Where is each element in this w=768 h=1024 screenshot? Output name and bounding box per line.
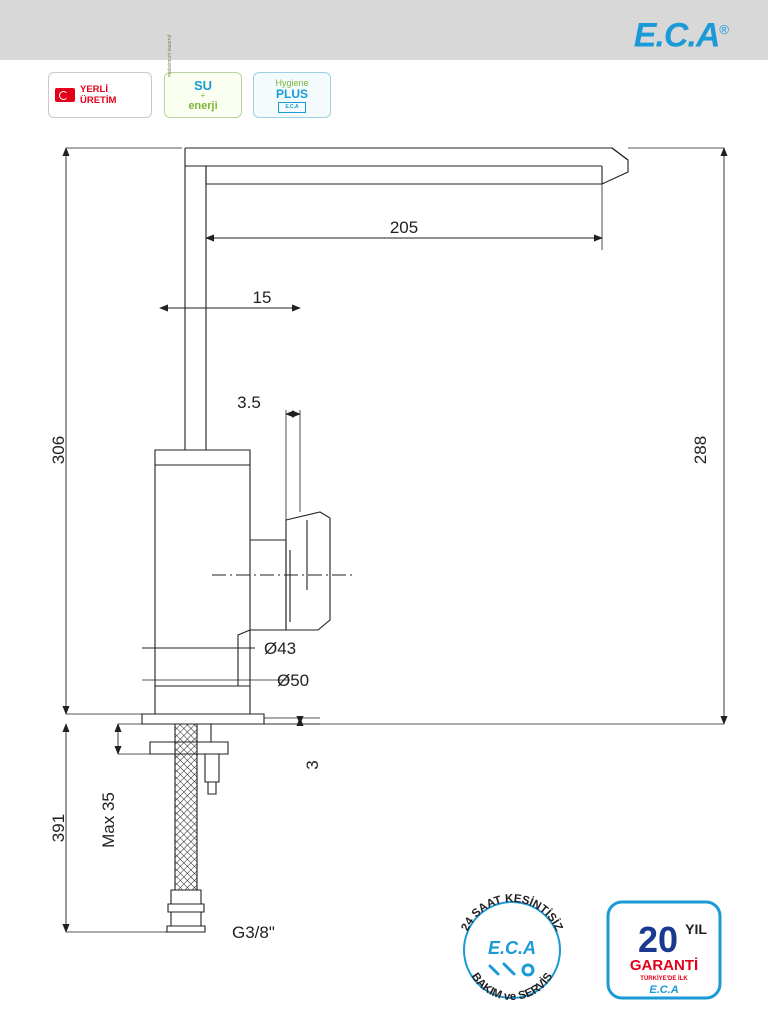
hose-coupling-upper [171, 890, 201, 904]
turkish-flag-icon [55, 88, 75, 102]
badge-yerli-line1: YERLİ [80, 84, 108, 95]
label-g38: G3/8" [232, 923, 275, 942]
label-205: 205 [389, 218, 419, 237]
badge-su-enerji [164, 34, 242, 118]
warranty-brand: E.C.A [649, 984, 679, 996]
label-15: 15 [252, 288, 272, 307]
drawing-svg [0, 120, 768, 950]
label-288: 288 [691, 435, 710, 465]
badge-su-title: SU [193, 78, 213, 93]
service-badge [440, 890, 590, 1010]
label-d50: Ø50 [277, 671, 310, 690]
badge-hygiene-title: Hygiene [275, 78, 309, 88]
certification-badges [48, 34, 378, 122]
badge-yerli-text [80, 84, 116, 106]
thread-end [167, 926, 205, 932]
label-d43: Ø43 [264, 639, 297, 658]
dimension-labels [49, 218, 710, 942]
warranty-sub: TÜRKİYE'DE İLK [640, 976, 688, 982]
body-neck-left [238, 630, 250, 686]
hose-coupling-mid [168, 904, 204, 912]
spout-tip-chamfer [612, 148, 628, 160]
mounting-stud [208, 782, 216, 794]
eca-logo-text: E.C.A [633, 16, 720, 55]
warranty-number: 20 [637, 919, 679, 960]
dimension-arrows [66, 148, 724, 932]
base-block [155, 686, 250, 714]
extension-lines [66, 148, 724, 932]
technical-drawing [0, 120, 768, 950]
badge-hygiene-brand: E.C.A [278, 102, 306, 113]
warranty-badge-svg [600, 890, 730, 1010]
body-cylinder [155, 450, 250, 686]
label-306: 306 [49, 435, 68, 465]
service-badge-svg [440, 890, 590, 1010]
mounting-nut [205, 754, 219, 782]
warranty-unit: YIL [685, 921, 707, 937]
badge-yerli-line2: ÜRETİM [80, 95, 117, 106]
body-shoulder [238, 630, 250, 686]
label-max-35: Max 35 [99, 792, 118, 848]
hose-coupling-lower [171, 912, 201, 926]
badge-hygiene-plus [253, 72, 331, 118]
registered-mark: ® [719, 22, 728, 37]
badge-hygiene-subtitle: PLUS [275, 87, 308, 101]
label-3: 3 [303, 760, 322, 770]
lever-arm [250, 540, 286, 630]
header-bar [0, 0, 768, 60]
hose-braid [175, 724, 197, 890]
badge-su-rotated-text: maksimum tasarruf [167, 34, 173, 77]
eca-logo [634, 10, 728, 55]
base-flange [142, 714, 264, 724]
label-391: 391 [49, 813, 68, 843]
badge-su-subtitle: enerji [188, 100, 218, 112]
warranty-label: GARANTİ [629, 957, 699, 974]
lever-handle-body [286, 512, 330, 630]
label-3-5: 3.5 [237, 393, 261, 412]
warranty-badge [600, 890, 730, 1010]
service-badge-top-text: 24 SAAT KESİNTİSİZ [459, 892, 565, 933]
badge-yerli-uretim [48, 72, 152, 118]
badge-su-plus: + [200, 91, 206, 100]
service-badge-brand: E.C.A [487, 938, 537, 958]
service-badge-bottom-text: BAKIM ve SERVİS [468, 970, 556, 1004]
